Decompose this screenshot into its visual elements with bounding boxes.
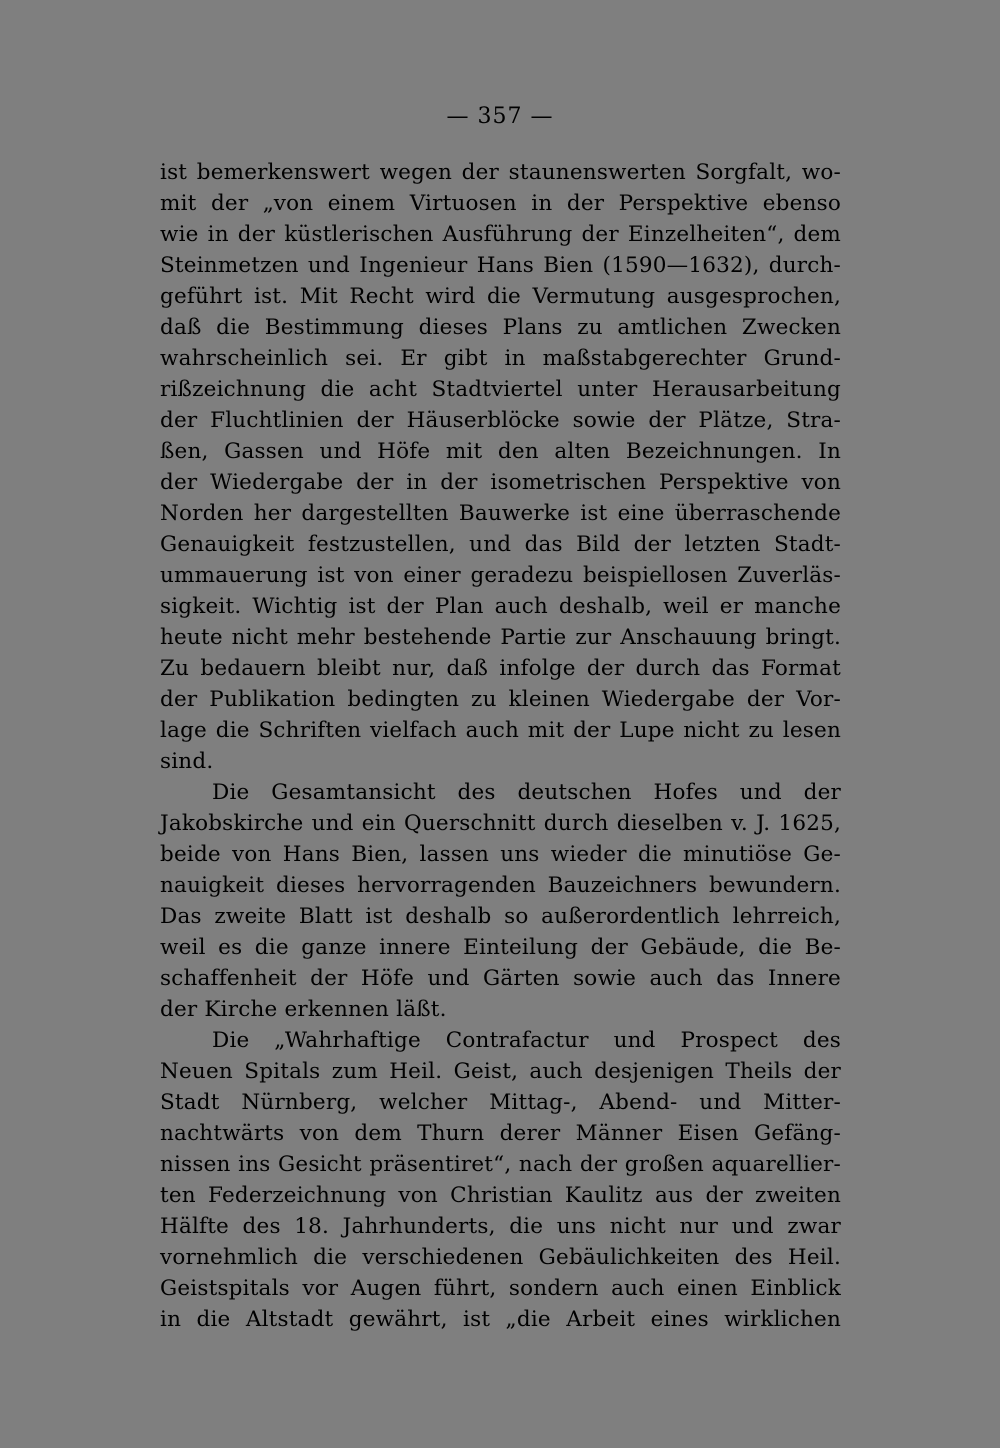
text-line: weil es die ganze innere Einteilung der Gebäude, die Be- bbox=[160, 935, 841, 960]
text-line: ummauerung ist von einer geradezu beispiellosen Zuverläs- bbox=[160, 563, 841, 588]
paragraph-3 bbox=[160, 1025, 841, 1335]
text-line: wie in der küstlerischen Ausführung der Einzelheiten“, dem bbox=[160, 222, 841, 247]
paragraph-1 bbox=[160, 157, 841, 777]
text-line: sigkeit. Wichtig ist der Plan auch deshalb, weil er manche bbox=[160, 594, 841, 619]
text-line: mit der „von einem Virtuosen in der Perspektive ebenso bbox=[160, 191, 841, 216]
text-line: lage die Schriften vielfach auch mit der Lupe nicht zu lesen bbox=[160, 718, 841, 743]
page-number: — 357 — bbox=[446, 104, 554, 129]
text-line: Stadt Nürnberg, welcher Mittag-, Abend- und Mitter- bbox=[160, 1090, 841, 1115]
text-line: der Fluchtlinien der Häuserblöcke sowie der Plätze, Stra- bbox=[160, 408, 841, 433]
paragraph-2 bbox=[160, 777, 841, 1025]
text-line: Neuen Spitals zum Heil. Geist, auch desjenigen Theils der bbox=[160, 1059, 841, 1084]
text-line: rißzeichnung die acht Stadtviertel unter Herausarbeitung bbox=[160, 377, 841, 402]
text-line: Zu bedauern bleibt nur, daß infolge der durch das Format bbox=[160, 656, 841, 681]
text-line: nauigkeit dieses hervorragenden Bauzeichners bewundern. bbox=[160, 873, 841, 898]
text-line: sind. bbox=[160, 749, 214, 774]
text-line: der Wiedergabe der in der isometrischen Perspektive von bbox=[160, 470, 841, 495]
text-line: Geistspitals vor Augen führt, sondern auch einen Einblick bbox=[160, 1276, 841, 1301]
text-line: Steinmetzen und Ingenieur Hans Bien (1590—1632), durch- bbox=[160, 253, 841, 278]
text-line: nachtwärts von dem Thurn derer Männer Eisen Gefäng- bbox=[160, 1121, 841, 1146]
text-line: Jakobskirche und ein Querschnitt durch dieselben v. J. 1625, bbox=[160, 811, 841, 836]
text-line: Die „Wahrhaftige Contrafactur und Prospect des bbox=[212, 1028, 841, 1053]
text-line: daß die Bestimmung dieses Plans zu amtlichen Zwecken bbox=[160, 315, 841, 340]
text-line: Die Gesamtansicht des deutschen Hofes und der bbox=[212, 780, 841, 805]
text-line: beide von Hans Bien, lassen uns wieder die minutiöse Ge- bbox=[160, 842, 841, 867]
text-line: der Kirche erkennen läßt. bbox=[160, 997, 447, 1022]
text-line: der Publikation bedingten zu kleinen Wiedergabe der Vor- bbox=[160, 687, 841, 712]
text-line: Hälfte des 18. Jahrhunderts, die uns nicht nur und zwar bbox=[160, 1214, 841, 1239]
text-line: geführt ist. Mit Recht wird die Vermutung ausgesprochen, bbox=[160, 284, 841, 309]
text-line: Genauigkeit festzustellen, und das Bild der letzten Stadt- bbox=[160, 532, 841, 557]
text-line: in die Altstadt gewährt, ist „die Arbeit eines wirklichen bbox=[160, 1307, 841, 1332]
text-line: vornehmlich die verschiedenen Gebäulichkeiten des Heil. bbox=[160, 1245, 841, 1270]
text-line: ten Federzeichnung von Christian Kaulitz aus der zweiten bbox=[160, 1183, 841, 1208]
text-line: heute nicht mehr bestehende Partie zur Anschauung bringt. bbox=[160, 625, 841, 650]
text-line: schaffenheit der Höfe und Gärten sowie auch das Innere bbox=[160, 966, 841, 991]
text-line: ßen, Gassen und Höfe mit den alten Bezeichnungen. In bbox=[160, 439, 841, 464]
body-text bbox=[160, 157, 841, 1335]
text-line: ist bemerkenswert wegen der staunenswerten Sorgfalt, wo- bbox=[160, 160, 841, 185]
text-line: Das zweite Blatt ist deshalb so außerordentlich lehrreich, bbox=[160, 904, 841, 929]
text-line: wahrscheinlich sei. Er gibt in maßstabgerechter Grund- bbox=[160, 346, 841, 371]
text-line: nissen ins Gesicht präsentiret“, nach der großen aquarellier- bbox=[160, 1152, 841, 1177]
text-line: Norden her dargestellten Bauwerke ist eine überraschende bbox=[160, 501, 841, 526]
